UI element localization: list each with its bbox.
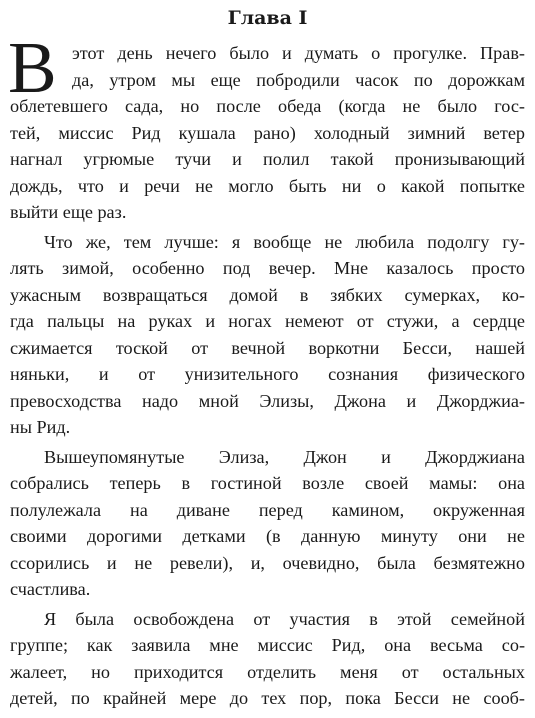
paragraph <box>10 40 525 226</box>
text-line: жалеет, но приходится отделить меня от остальных <box>10 661 525 682</box>
text-line: нагнал угрюмые тучи и полил такой пронизывающий <box>10 149 525 169</box>
text-line: превосходства надо мной Элизы, Джона и Джорджиа- <box>10 390 525 411</box>
text-line: собрались теперь в гостиной возле своей мамы: она <box>10 473 525 493</box>
text-line: Что же, тем лучше: я вообще не любила подолгу гу- <box>44 231 525 252</box>
paragraph <box>10 229 525 441</box>
text-line: ны Рид. <box>10 417 71 437</box>
text-line: ссорились и не ревели), и, очевидно, была безмятежно <box>10 552 525 573</box>
text-line: сжимается тоской от вечной воркотни Бесси, нашей <box>10 337 525 358</box>
text-line: ужасным возвращаться домой в зябких сумерках, ко- <box>10 284 525 305</box>
paragraph <box>10 606 525 712</box>
text-line: группе; как заявила мне миссис Рид, она весьма со- <box>10 635 525 655</box>
text-line: няньки, и от унизительного сознания физического <box>10 364 525 384</box>
text-line: своими дорогими детками (в данную минуту они не <box>10 526 525 546</box>
text-line: да, утром мы еще побродили часок по дорожкам <box>72 69 525 90</box>
text-line: лять зимой, особенно под вечер. Мне казалось просто <box>10 258 525 278</box>
chapter-title: Глава I <box>227 7 308 29</box>
text-line: гда пальцы на руках и ногах немеют от стужи, а сердце <box>10 311 525 331</box>
text-line: тей, миссис Рид кушала рано) холодный зимний ветер <box>10 122 525 143</box>
text-line: Я была освобождена от участия в этой семейной <box>44 608 525 629</box>
text-line: облетевшего сада, но после обеда (когда не было гос- <box>10 96 525 116</box>
text-line: Вышеупомянутые Элиза, Джон и Джорджиана <box>44 446 525 467</box>
text-line: этот день нечего было и думать о прогулке. Прав- <box>72 43 525 63</box>
drop-cap: В <box>8 27 57 108</box>
text-line: полулежала на диване перед камином, окруженная <box>10 499 525 520</box>
text-line: выйти еще раз. <box>10 202 127 222</box>
paragraph <box>10 444 525 603</box>
text-line: счастлива. <box>10 579 91 599</box>
text-line: детей, по крайней мере до тех пор, пока Бесси не сооб- <box>10 688 525 708</box>
text-line: дождь, что и речи не могло быть ни о какой попытке <box>10 175 525 196</box>
chapter-body <box>10 40 525 712</box>
